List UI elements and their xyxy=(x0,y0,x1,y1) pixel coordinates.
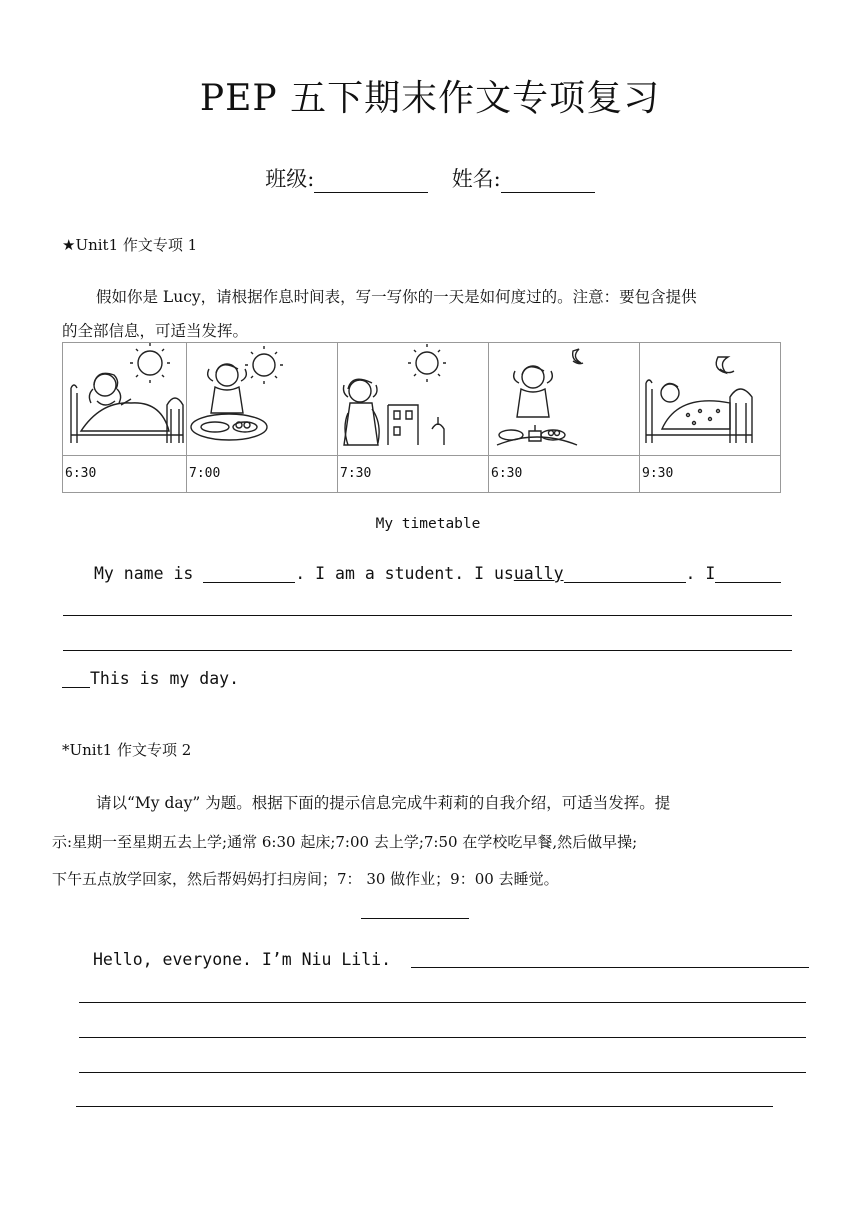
text-part-i: . I xyxy=(685,564,716,583)
timetable-caption: My timetable xyxy=(375,516,481,532)
timetable-picture-row xyxy=(63,343,781,456)
section1-instruction-line2: 的全部信息，可适当发挥。 xyxy=(62,322,249,340)
time-cell: 6:30 xyxy=(489,456,640,493)
section2-instruction-line2: 示:星期一至星期五去上学;通常 6:30 起床;7:00 去上学;7:50 在学校吃早餐,然后做早操; xyxy=(52,833,638,851)
girl-eating-breakfast-picture xyxy=(187,343,338,456)
text-part-usually: ually xyxy=(513,564,564,583)
girl-sleeping-picture xyxy=(640,343,781,456)
time-cell: 6:30 xyxy=(63,456,187,493)
timetable xyxy=(62,342,781,493)
time-cell: 7:30 xyxy=(338,456,489,493)
class-name-line xyxy=(0,163,860,193)
routine-answer-blank-2[interactable] xyxy=(715,562,781,583)
girl-waking-up-picture xyxy=(63,343,187,456)
writing-line[interactable] xyxy=(63,615,792,616)
timetable-time-row xyxy=(63,456,781,493)
writing-line[interactable] xyxy=(79,1037,806,1038)
writing-line[interactable] xyxy=(63,650,792,651)
text-part-name-intro: My name is xyxy=(94,564,204,583)
text-part-student: . I am a student. I us xyxy=(295,564,514,583)
section2-instruction-line3: 下午五点放学回家，然后帮妈妈打扫房间；7： 30 做作业；9：00 去睡觉。 xyxy=(52,870,559,888)
class-label: 班级: xyxy=(265,167,315,191)
page-title: PEP 五下期末作文专项复习 xyxy=(199,78,661,119)
section1-instruction-line1: 假如你是 Lucy，请根据作息时间表，写一写你的一天是如何度过的。注意：要包含提供 xyxy=(96,288,697,306)
section1-text-last-line xyxy=(62,667,239,688)
section2-opening-line xyxy=(93,950,391,969)
writing-line[interactable] xyxy=(411,967,809,968)
name-label: 姓名: xyxy=(451,167,501,191)
essay-opening-text: Hello, everyone. I’m Niu Lili. xyxy=(93,950,392,969)
section1-heading: ★Unit1 作文专项 1 xyxy=(62,236,198,254)
section2-instruction-line1: 请以“My day” 为题。根据下面的提示信息完成牛莉莉的自我介绍，可适当发挥。提 xyxy=(96,794,671,812)
class-blank[interactable] xyxy=(314,172,428,193)
section1-text-line1 xyxy=(94,562,781,583)
writing-line[interactable] xyxy=(79,1002,806,1003)
section2-heading: *Unit1 作文专项 2 xyxy=(62,741,192,759)
closing-sentence: This is my day. xyxy=(90,669,240,688)
writing-line[interactable] xyxy=(79,1072,806,1073)
girl-going-to-school-picture xyxy=(338,343,489,456)
time-cell: 7:00 xyxy=(187,456,338,493)
name-blank[interactable] xyxy=(501,172,595,193)
name-answer-blank[interactable] xyxy=(203,562,295,583)
time-cell: 9:30 xyxy=(640,456,781,493)
routine-answer-blank[interactable] xyxy=(564,562,686,583)
writing-line-short[interactable] xyxy=(62,667,90,688)
essay-title-blank[interactable] xyxy=(361,918,469,919)
girl-eating-dinner-picture xyxy=(489,343,640,456)
writing-line[interactable] xyxy=(76,1106,773,1107)
